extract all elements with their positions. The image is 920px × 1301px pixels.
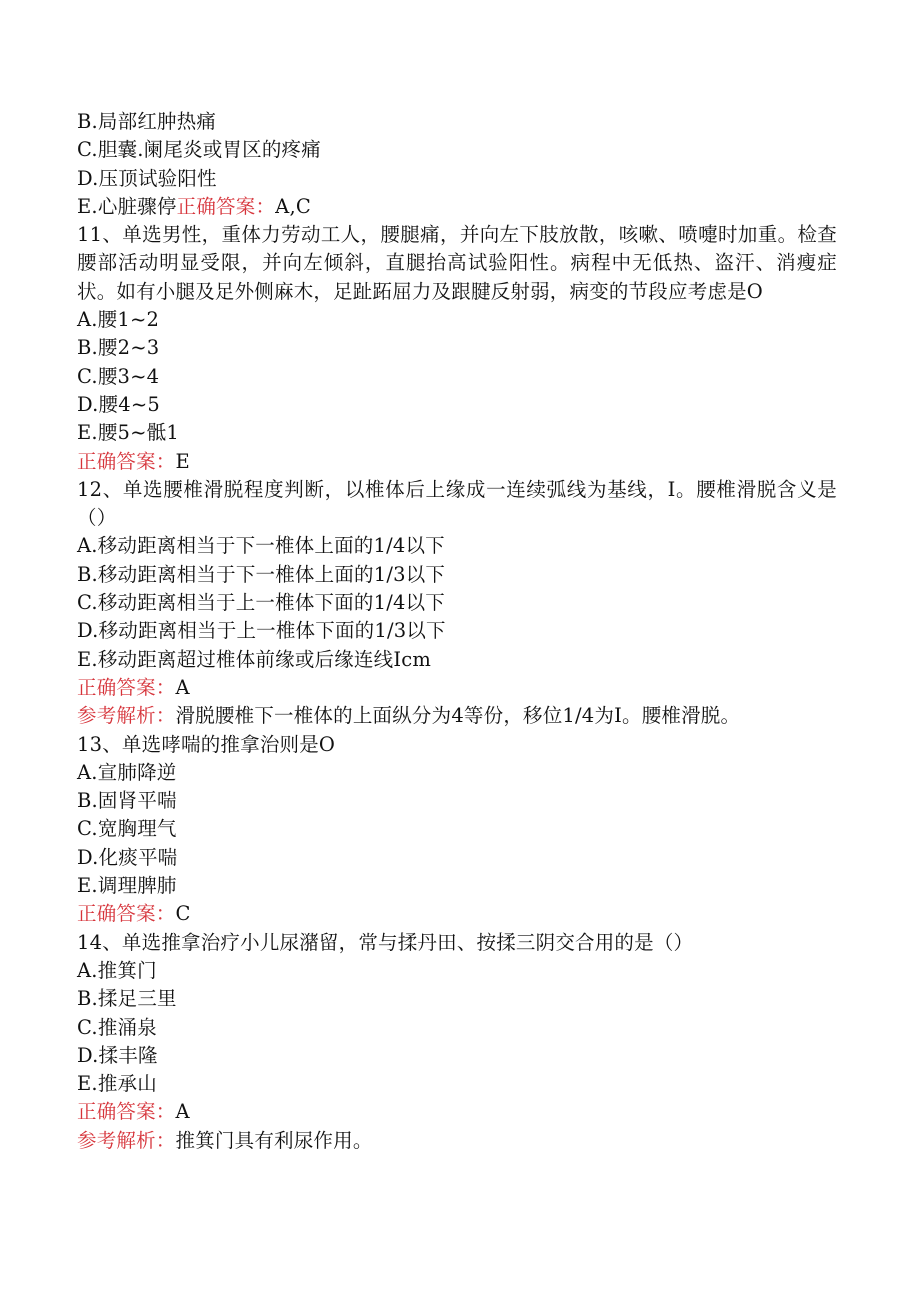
q10-option-e-with-answer — [77, 193, 837, 221]
q11-option-b: B.腰2~3 — [77, 336, 160, 360]
q14-explanation-text: 推箕门具有利尿作用。 — [175, 1128, 373, 1152]
q10-answer-value: A,C — [275, 194, 311, 218]
q14-option-c: C.推涌泉 — [77, 1015, 157, 1039]
q11-option-d: D.腰4~5 — [77, 392, 160, 416]
q11-stem: 11、单选男性，重体力劳动工人，腰腿痛，并向左下肢放散，咳嗽、喷嚏时加重。检查腰部活动明显受限，并向左倾斜，直腿抬高试验阳性。病程中无低热、盗汗、消瘦症状。如有小腿及足外侧麻木，足趾跖屈力及跟腱反射弱，病变的节段应考虑是O — [77, 223, 837, 303]
q12-option-a: A.移动距离相当于下一椎体上面的1/4以下 — [77, 534, 445, 558]
q12-explanation — [77, 702, 837, 730]
q12-option-e: E.移动距离超过椎体前缘或后缘连线Icm — [77, 647, 432, 671]
q14-answer — [77, 1098, 837, 1126]
q14-option-b: B.揉足三里 — [77, 987, 177, 1011]
q11-option-a: A.腰1~2 — [77, 308, 160, 332]
q10-option-c: C.胆囊.阑尾炎或胃区的疼痛 — [77, 138, 321, 162]
q10-option-d: D.压顶试验阳性 — [77, 166, 217, 190]
q14-explanation-label: 参考解析： — [77, 1128, 176, 1152]
q12-option-c: C.移动距离相当于上一椎体下面的1/4以下 — [77, 591, 446, 615]
q13-answer-value: C — [175, 902, 191, 926]
q13-option-b: B.固肾平喘 — [77, 789, 177, 813]
q12-stem: 12、单选腰椎滑脱程度判断，以椎体后上缘成一连续弧线为基线，I。腰椎滑脱含义是（） — [77, 477, 837, 530]
q12-option-d: D.移动距离相当于上一椎体下面的1/3以下 — [77, 619, 446, 643]
q10-option-e: E.心脏骤停 — [77, 194, 177, 218]
q14-answer-value: A — [175, 1100, 190, 1124]
q13-option-e: E.调理脾肺 — [77, 874, 177, 898]
q10-option-b: B.局部红肿热痛 — [77, 110, 217, 133]
q12-answer-value: A — [175, 675, 190, 699]
q12-explanation-text: 滑脱腰椎下一椎体的上面纵分为4等份，移位1/4为I。腰椎滑脱。 — [175, 704, 741, 728]
document-page — [77, 108, 837, 1155]
q13-stem: 13、单选哮喘的推拿治则是O — [77, 732, 336, 756]
q14-stem: 14、单选推拿治疗小儿尿潴留，常与揉丹田、按揉三阴交合用的是（） — [77, 930, 694, 954]
q11-option-c: C.腰3~4 — [77, 364, 160, 388]
q13-option-d: D.化痰平喘 — [77, 845, 178, 869]
q13-option-a: A.宣肺降逆 — [77, 760, 177, 784]
q12-explanation-label: 参考解析： — [77, 704, 176, 728]
q14-answer-label: 正确答案： — [77, 1100, 176, 1124]
q14-option-d: D.揉丰隆 — [77, 1043, 158, 1067]
q13-option-c: C.宽胸理气 — [77, 817, 177, 841]
q10-answer-label: 正确答案： — [176, 194, 276, 218]
q14-explanation — [77, 1127, 837, 1155]
q11-answer — [77, 448, 837, 476]
q12-option-b: B.移动距离相当于下一椎体上面的1/3以下 — [77, 562, 446, 586]
q13-answer-label: 正确答案： — [77, 902, 176, 926]
q12-answer — [77, 674, 837, 702]
q11-answer-value: E — [175, 449, 190, 473]
q14-option-a: A.推箕门 — [77, 958, 157, 982]
q11-option-e: E.腰5~骶1 — [77, 421, 179, 445]
q13-answer — [77, 900, 837, 928]
q11-answer-label: 正确答案： — [77, 449, 176, 473]
q12-answer-label: 正确答案： — [77, 675, 176, 699]
q14-option-e: E.推承山 — [77, 1072, 157, 1096]
